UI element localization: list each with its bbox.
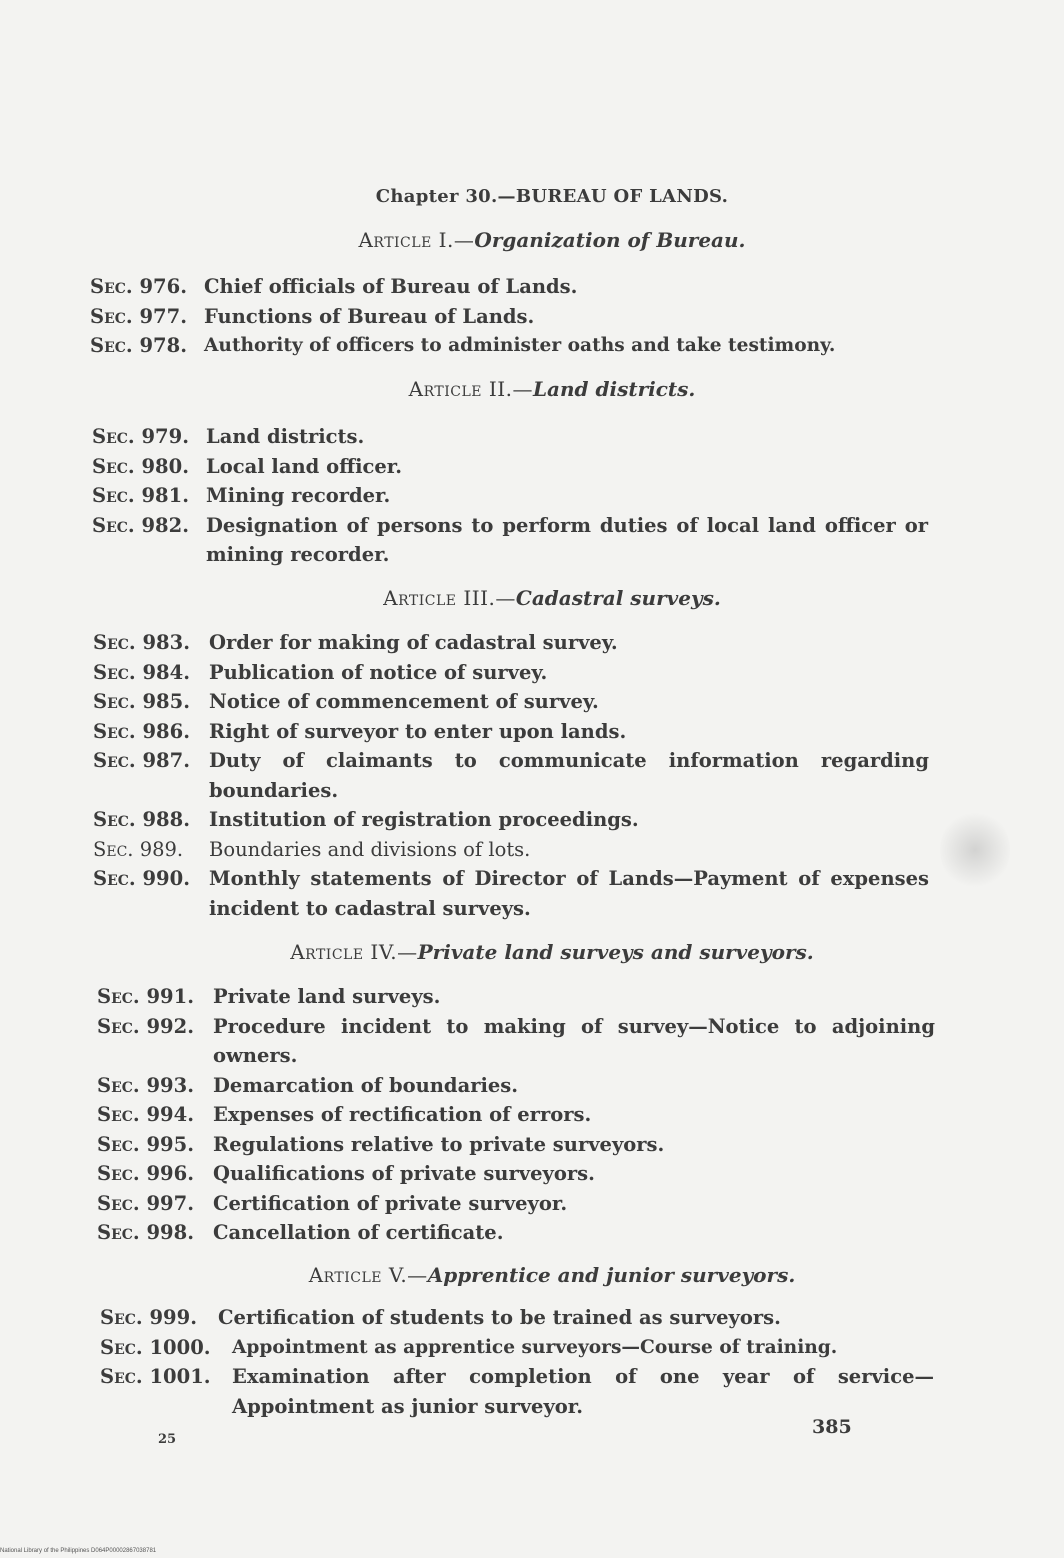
section-number: Sec. 996. [97, 1162, 194, 1185]
section-item [90, 302, 930, 332]
section-title: Procedure incident to making of survey—Notice to adjoining owners. [213, 1014, 935, 1067]
section-title: Designation of persons to perform duties of local land officer or mining recorder. [206, 513, 928, 566]
section-title: Local land officer. [206, 454, 403, 478]
article-label: Article IV.— [290, 940, 418, 964]
section-item [92, 511, 928, 570]
section-number: Sec. 995. [97, 1132, 194, 1156]
article-title: Cadastral surveys. [515, 586, 721, 610]
section-title: Private land surveys. [213, 985, 441, 1008]
section-number: Sec. 978. [90, 334, 187, 357]
section-title: Publication of notice of survey. [209, 660, 548, 684]
section-number: Sec. 979. [92, 425, 189, 448]
section-title: Qualifications of private surveyors. [213, 1162, 595, 1185]
section-title: Notice of commencement of survey. [209, 690, 599, 713]
section-item [90, 331, 930, 361]
section-list [97, 982, 935, 1248]
section-item [93, 746, 929, 805]
section-list [92, 422, 928, 570]
section-item [90, 272, 930, 302]
section-title: Chief officials of Bureau of Lands. [204, 275, 578, 298]
section-title: Expenses of rectification of errors. [213, 1103, 592, 1126]
section-title: Land districts. [206, 425, 365, 448]
section-number: Sec. 994. [97, 1103, 194, 1126]
section-item [92, 481, 928, 511]
section-title: Institution of registration proceedings. [209, 808, 639, 831]
article-heading [0, 228, 1064, 252]
article-title: Organization of Bureau. [474, 228, 746, 252]
article-title: Land districts. [532, 377, 696, 401]
section-item [97, 1189, 935, 1219]
section-title: Cancellation of certificate. [213, 1221, 504, 1244]
section-title: Functions of Bureau of Lands. [204, 304, 535, 328]
article-title: Apprentice and junior surveyors. [427, 1263, 796, 1287]
section-number: Sec. 986. [93, 719, 190, 743]
section-item [97, 1130, 935, 1160]
article-label: Article V.— [308, 1263, 428, 1287]
section-title: Certification of private surveyor. [213, 1191, 568, 1215]
section-item [93, 687, 929, 717]
article-heading [0, 586, 1064, 610]
section-number: Sec. 997. [97, 1191, 194, 1215]
signature-mark: 25 [158, 1432, 177, 1447]
section-item [97, 1012, 935, 1071]
section-item [93, 864, 929, 923]
section-number: Sec. 983. [93, 631, 190, 654]
library-credit: National Library of the Philippines D064P00002867038781 [0, 1548, 157, 1554]
section-title: Regulations relative to private surveyors. [213, 1132, 665, 1156]
section-number: Sec. 991. [97, 985, 194, 1008]
section-number: Sec. 992. [97, 1014, 194, 1038]
section-item [92, 452, 928, 482]
section-number: Sec. 987. [93, 749, 190, 772]
article-heading [0, 377, 1064, 401]
section-title: Demarcation of boundaries. [213, 1073, 519, 1097]
section-number: Sec. 993. [97, 1073, 194, 1097]
section-title: Examination after completion of one year of service—Appointment as junior surveyor. [232, 1365, 934, 1418]
section-number: Sec. 985. [93, 690, 190, 713]
section-item [93, 628, 929, 658]
section-number: Sec. 984. [93, 660, 190, 684]
smudge-mark [940, 810, 1010, 890]
section-title: Appointment as apprentice surveyors—Course of training. [232, 1336, 838, 1358]
section-item [93, 835, 929, 865]
section-item [93, 805, 929, 835]
section-item [97, 1100, 935, 1130]
section-number: Sec. 1000. [100, 1335, 211, 1359]
chapter-title: Chapter 30.—BUREAU OF LANDS. [375, 186, 729, 207]
section-title: Boundaries and divisions of lots. [209, 837, 531, 861]
section-title: Certification of students to be trained as surveyors. [218, 1306, 781, 1329]
section-title: Right of surveyor to enter upon lands. [209, 719, 627, 743]
section-item [93, 658, 929, 688]
article-heading [0, 940, 1064, 964]
section-number: Sec. 998. [97, 1221, 194, 1244]
section-list [100, 1303, 934, 1421]
article-title: Private land surveys and surveyors. [417, 940, 814, 964]
section-number: Sec. 990. [93, 867, 190, 890]
section-number: Sec. 977. [90, 304, 187, 328]
section-number: Sec. 999. [100, 1306, 197, 1329]
section-title: Duty of claimants to communicate information regarding boundaries. [209, 749, 929, 802]
section-item [100, 1303, 934, 1333]
page-number: 385 [812, 1416, 852, 1438]
section-item [97, 1159, 935, 1189]
section-title: Mining recorder. [206, 484, 391, 507]
section-number: Sec. 982. [92, 513, 189, 537]
section-item [93, 717, 929, 747]
section-number: Sec. 1001. [100, 1365, 211, 1388]
article-heading [0, 1263, 1064, 1287]
section-item [97, 1071, 935, 1101]
section-number: Sec. 989. [93, 837, 184, 861]
section-title: Order for making of cadastral survey. [209, 631, 618, 654]
section-title: Authority of officers to administer oaths and take testimony. [204, 335, 836, 356]
section-number: Sec. 981. [92, 484, 189, 507]
article-label: Article II.— [408, 377, 533, 401]
article-label: Article I.— [358, 228, 475, 252]
section-item [100, 1362, 934, 1421]
article-label: Article III.— [383, 586, 516, 610]
section-title: Monthly statements of Director of Lands—Payment of expenses incident to cadastral surveys. [209, 867, 929, 920]
section-item [97, 1218, 935, 1248]
section-number: Sec. 976. [90, 275, 187, 298]
section-list [90, 272, 930, 361]
section-list [93, 628, 929, 923]
section-item [92, 422, 928, 452]
section-item [97, 982, 935, 1012]
section-item [100, 1333, 934, 1363]
section-number: Sec. 980. [92, 454, 189, 478]
section-number: Sec. 988. [93, 808, 190, 831]
